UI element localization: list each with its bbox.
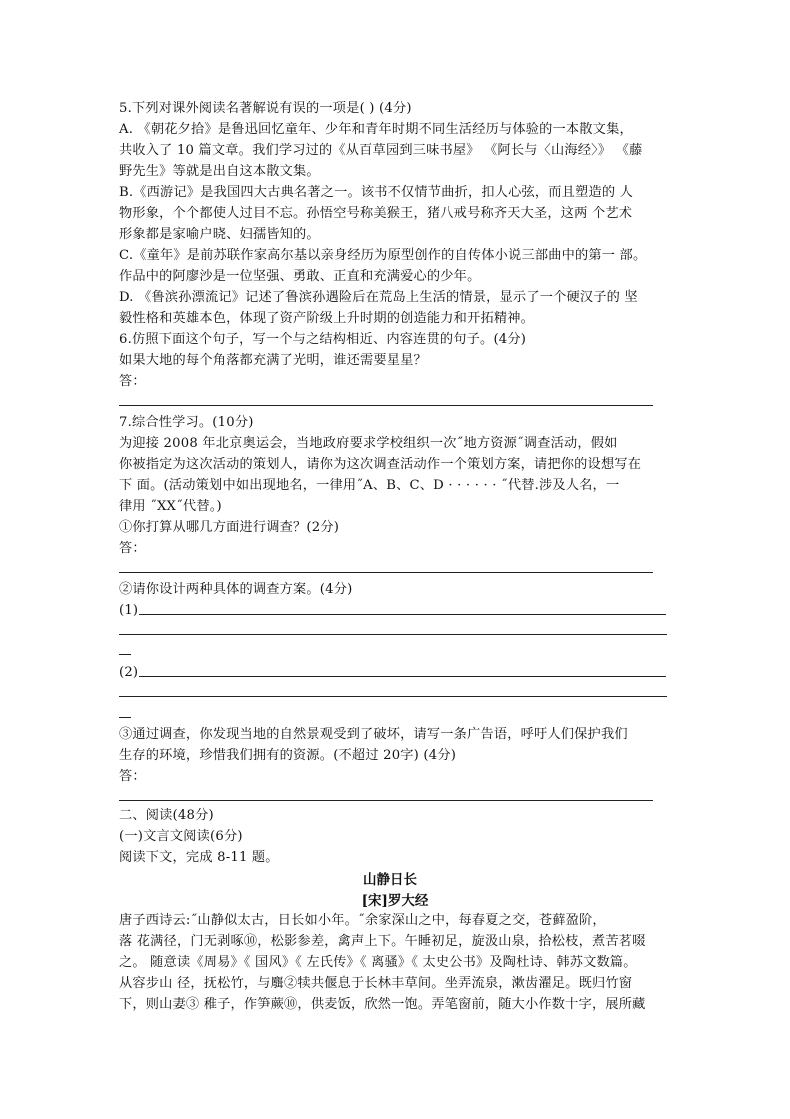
passage-line2: 落 花满径，门无剥啄⑩，松影参差，禽声上下。午睡初足，旋汲山泉，拾松枝，煮苦茗啜 [119,934,646,949]
q7-plan2-line2[interactable] [119,696,667,697]
q5-option-d-line1: D. 《鲁滨孙漂流记》记述了鲁滨孙遇险后在荒岛上生活的情景，显示了一个硬汉子的 坚 [119,290,638,305]
passage-line5: 下，则山妻③ 稚子，作笋蕨⑩，供麦饭，欣然一饱。弄笔窗前，随大小作数十字，展所藏 [119,997,646,1012]
passage-author: [宋]罗大经 [361,893,429,909]
reading-instruction: 阅读下文，完成 8-11 题。 [119,850,279,865]
q6-stem: 6.仿照下面这个句子，写一个与之结构相近、内容连贯的句子。(4分) [119,332,527,347]
q7-plan2-label: (2) [119,665,139,680]
q6-answer-label: 答： [119,374,146,389]
q7-answer3-line[interactable] [119,800,653,801]
q5-stem: 5.下列对课外阅读名著解说有误的一项是( ) (4分) [119,101,412,116]
q7-plan1-line1[interactable] [139,614,666,615]
q7-sub3-line1: ③通过调查，你发现当地的自然景观受到了破坏，请写一条广告语，呼吁人们保护我们 [119,727,628,742]
q5-option-a-line3: 野先生》等就是出自这本散文集。 [119,164,320,179]
passage-line4: 从容步山 径，抚松竹，与麛②犊共偃息于长林丰草间。坐弄流泉，漱齿濯足。既归竹窗 [119,976,633,991]
passage-line3: 之。 随意读《周易》《 国风》《 左氏传》《 离骚》《 太史公书》及陶杜诗、韩苏文数篇。 [119,955,637,970]
q7-sub3-line2: 生存的环境，珍惜我们拥有的资源。(不超过 20字) (4分) [119,748,457,763]
q7-plan2-line3[interactable] [119,717,131,718]
q6-sentence: 如果大地的每个角落都充满了光明，谁还需要星星？ [119,353,427,368]
q6-answer-line[interactable] [119,405,653,406]
q7-paragraph-line2: 你被指定为这次活动的策划人，请你为这次调查活动作一个策划方案，请把你的设想写在 [119,457,642,472]
passage-title: 山静日长 [363,872,417,888]
q7-paragraph-line3: 下 面。(活动策划中如出现地名，一律用˝A、B、C、D · · · · · · ˝代替.涉及人名，一 [119,478,620,493]
q5-option-b-line2: 物形象，个个都使人过目不忘。孙悟空号称美猴王，猪八戒号称齐天大圣，这两 个艺术 [119,206,633,221]
q5-option-c-line2: 作品中的阿廖沙是一位坚强、勇敢、正直和充满爱心的少年。 [119,269,481,284]
q5-option-c-line1: C.《童年》是前苏联作家高尔基以亲身经历为原型创作的自传体小说三部曲中的第一 部。 [119,248,647,263]
q7-plan2-line1[interactable] [139,676,666,677]
q7-answer1-line[interactable] [119,572,653,573]
q5-option-d-line2: 毅性格和英雄本色，体现了资产阶级上升时期的创造能力和开拓精神。 [119,311,535,326]
q7-sub1: ①你打算从哪几方面进行调查？(2分) [119,520,340,535]
reading-subsection-title: (一)文言文阅读(6分) [119,829,243,844]
q7-sub2: ②请你设计两种具体的调查方案。(4分) [119,582,353,597]
q7-plan1-label: (1) [119,603,139,618]
q5-option-b-line3: 形象都是家喻户晓、妇孺皆知的。 [119,227,320,242]
q7-answer3-label: 答： [119,769,146,784]
q5-option-b-line1: B.《西游记》是我国四大古典名著之一。该书不仅情节曲折，扣人心弦，而且塑造的 人 [119,185,634,200]
q7-stem: 7.综合性学习。(10分) [119,415,254,430]
q7-answer1-label: 答： [119,541,146,556]
q7-paragraph-line4: 律用 ˝XX˝代替。) [119,499,222,514]
q7-plan1-line3[interactable] [119,654,131,655]
q7-plan1-line2[interactable] [119,634,667,635]
q5-option-a-line2: 共收入了 10 篇文章。我们学习过的《从百草园到三味书屋》 《阿长与〈山海经〉》 《藤 [119,143,643,158]
passage-line1: 唐子西诗云:˝山静似太古，日长如小年。˝余家深山之中，每春夏之交，苍藓盈阶， [119,913,606,928]
q5-option-a-line1: A. 《朝花夕拾》是鲁迅回忆童年、少年和青年时期不同生活经历与体验的一本散文集， [119,122,633,137]
q7-paragraph-line1: 为迎接 2008 年北京奥运会，当地政府要求学校组织一次˝地方资源˝调查活动，假如 [119,436,618,451]
reading-section-title: 二、阅读(48分) [119,808,214,823]
